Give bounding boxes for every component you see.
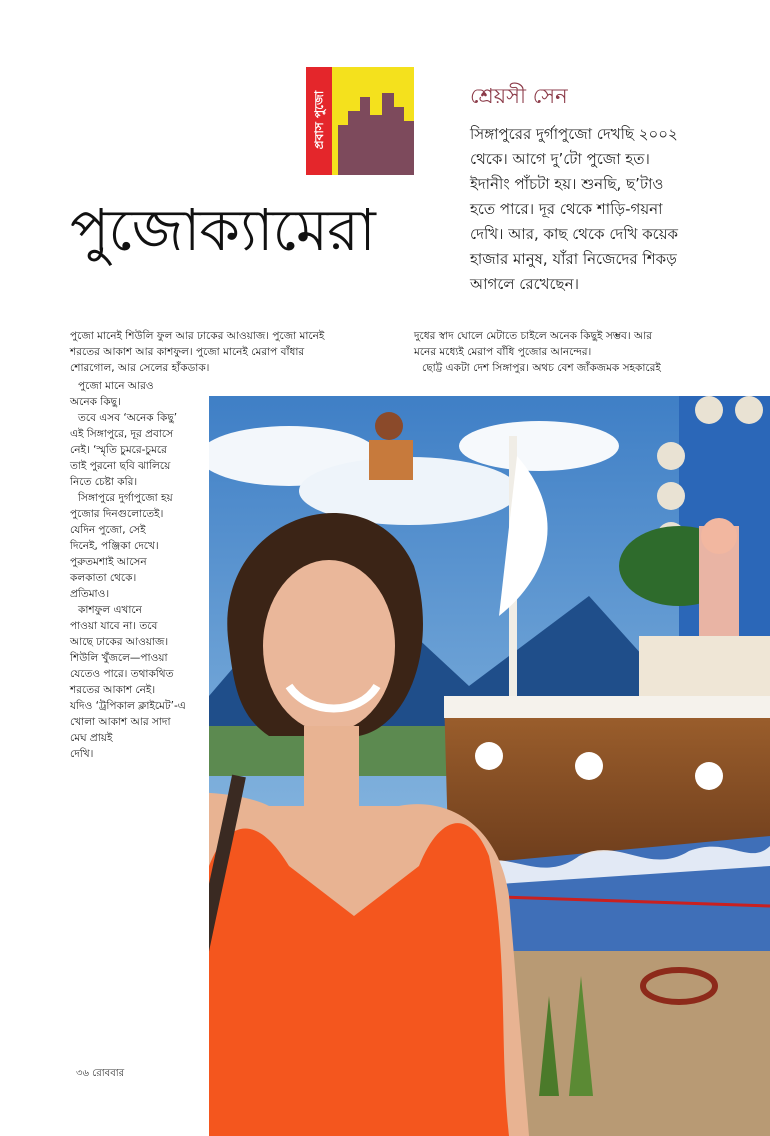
body-line: নেই। ‘স্মৃতি চুমরে-চুমরে [70,444,167,456]
logo-label: প্রবাস পুজো [312,90,326,150]
body-line: পুজোর দিনগুলোতেই। [70,508,164,520]
body-line: তবে এসব ‘অনেক কিছু’ [78,412,178,424]
body-column-1 [70,328,400,376]
body-line: শোরগোল, আর সেলের হাঁকডাক। [70,362,210,374]
intro-line: আগলে রেখেছেন। [470,275,579,293]
body-line: পুজো মানেই শিউলি ফুল আর ঢাকের আওয়াজ। পুজো মানেই [70,330,325,342]
body-line: যেদিন পুজো, সেই [70,524,146,536]
intro-line: হতে পারে। দূর থেকে শাড়ি-গয়না [470,200,663,218]
page-title: পুজোক্যামেরা [70,196,375,264]
body-line: অনেক কিছু। [70,396,121,408]
body-line: তাই পুরনো ছবি ঝালিয়ে [70,460,171,472]
intro-line: দেখি। আর, কাছ থেকে দেখি কয়েক [470,225,679,243]
body-line: খোলা আকাশ আর সাদা [70,716,171,728]
body-line: দেখি। [70,748,94,760]
photo-pandal-portrait [209,396,770,1136]
body-line: ছোট্ট একটা দেশ সিঙ্গাপুর। অথচ বেশ জাঁকজমক সহকারেই [422,362,661,374]
body-line: কাশফুল এখানে [78,604,142,616]
body-line: যেতেও পারে। তথাকথিত [70,668,174,680]
author-name: শ্রেয়সী সেন [470,84,568,108]
body-line: শিউলি খুঁজলে—পাওয়া [70,652,168,664]
body-line: মনের মধ্যেই মেরাপ বাঁধি পুজোর আনন্দের। [414,346,592,358]
body-line: নিতে চেষ্টা করি। [70,476,138,488]
body-line: কলকাতা থেকে। [70,572,137,584]
body-line: শরতের আকাশ নেই। [70,684,156,696]
body-narrow-column [70,378,210,762]
body-line: মেঘ প্রায়ই [70,732,113,744]
body-line: এই সিঙ্গাপুরে, দূর প্রবাসে [70,428,174,440]
intro-line: ইদানীং পাঁচটা হয়। শুনছি, ছ’টাও [470,175,664,193]
body-line: দুধের স্বাদ ঘোলে মেটাতে চাইলে অনেক কিছুই সম্ভব। আর [414,330,653,342]
body-line: দিনেই, পঞ্জিকা দেখে। [70,540,159,552]
body-line: যদিও ‘ট্রপিকাল ক্লাইমেট’-এ [70,700,186,712]
body-line: প্রতিমাও। [70,588,110,600]
page-footer: ৩৬ রোববার [76,1068,125,1079]
body-line: শরতের আকাশ আর কাশফুল। পুজো মানেই মেরাপ বাঁধার [70,346,305,358]
photo-illustration [209,396,770,1136]
body-line: আছে ঢাকের আওয়াজ। [70,636,169,648]
body-column-2 [414,328,764,376]
intro-paragraph [470,122,762,297]
city-skyline-icon [332,67,414,175]
body-line: সিঙ্গাপুরে দুর্গাপুজো হয় [78,492,173,504]
section-logo [306,67,414,175]
body-line: পুজো মানে আরও [78,380,154,392]
intro-line: হাজার মানুষ, যাঁরা নিজেদের শিকড় [470,250,677,268]
body-line: পাওয়া যাবে না। তবে [70,620,158,632]
intro-line: সিঙ্গাপুরের দুর্গাপুজো দেখছি ২০০২ [470,125,678,143]
intro-line: থেকে। আগে দু’টো পুজো হত। [470,150,650,168]
body-line: পুরুতমশাই আসেন [70,556,147,568]
